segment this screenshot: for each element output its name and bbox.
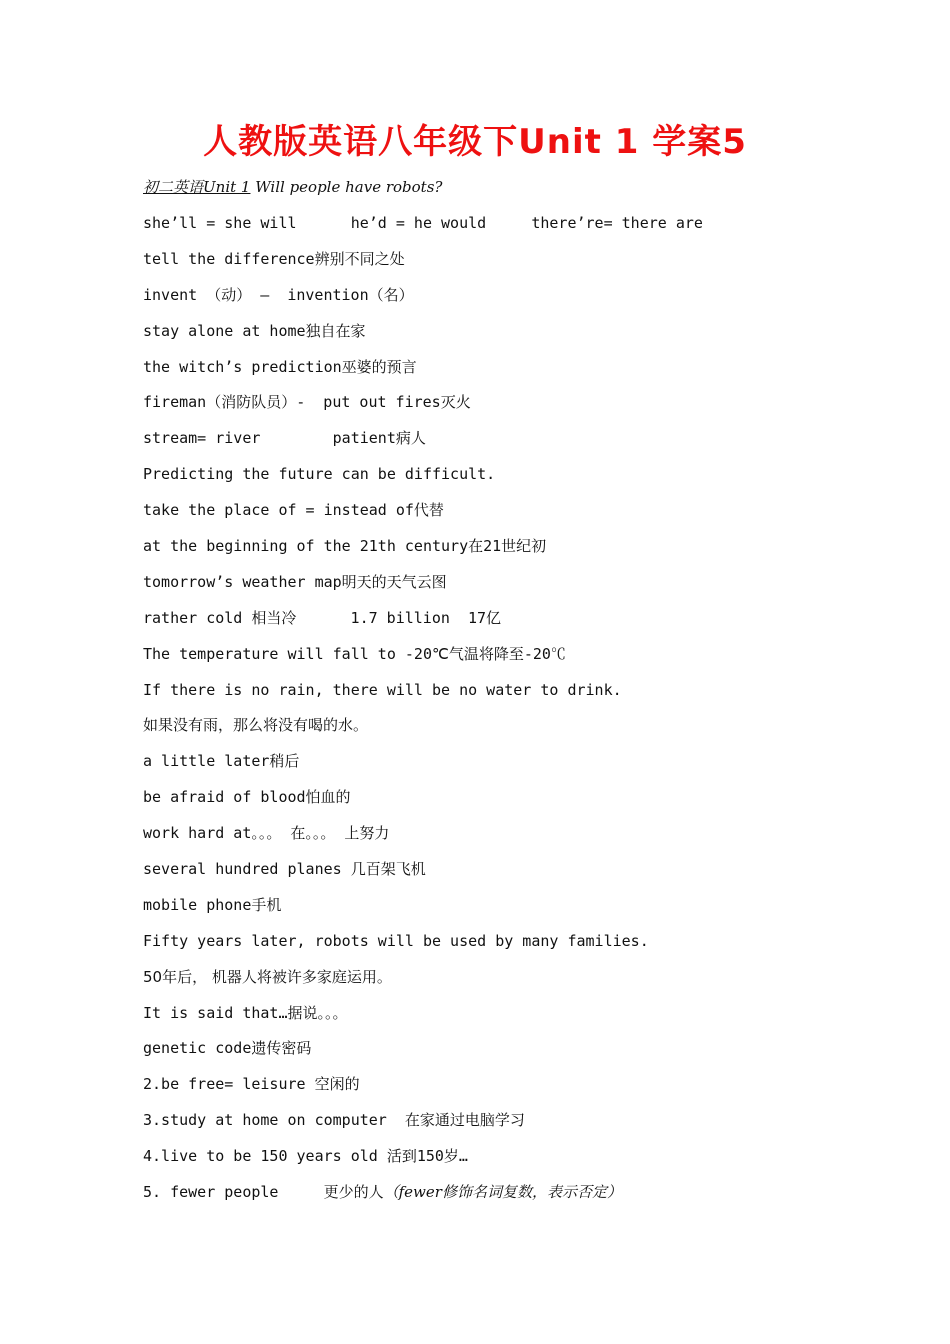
list-item: tell the difference辨别不同之处	[143, 249, 405, 268]
list-item: 如果没有雨，那么将没有喝的水。	[143, 716, 369, 735]
subtitle-prefix: 初二英语	[143, 178, 204, 196]
list-item-last	[143, 1177, 843, 1213]
list-item: stay alone at home独自在家	[143, 321, 366, 340]
list-item: stream= river patient病人	[143, 429, 426, 448]
unit-subtitle	[143, 174, 442, 200]
list-item: she’ll = she will he’d = he would there’re= there are	[143, 214, 703, 232]
list-item: The temperature will fall to -20℃气温将降至-20℃	[143, 644, 566, 663]
list-item: It is said that…据说。。。	[143, 1003, 348, 1022]
list-item: several hundred planes 几百架飞机	[143, 860, 426, 879]
list-item: If there is no rain, there will be no water to drink.	[143, 680, 622, 699]
list-item: be afraid of blood怕血的	[143, 788, 351, 807]
list-item: 50年后， 机器人将被许多家庭运用。	[143, 967, 392, 986]
page-title: 人教版英语八年级下Unit 1 学案5	[203, 122, 747, 162]
list-item: 4.live to be 150 years old 活到150岁…	[143, 1147, 468, 1166]
subtitle-question: Will people have robots?	[255, 178, 443, 196]
list-item: genetic code遗传密码	[143, 1039, 312, 1058]
list-item: mobile phone手机	[143, 895, 282, 914]
last-line-note: （fewer修饰名词复数，表示否定）	[383, 1183, 622, 1202]
list-item: rather cold 相当冷 1.7 billion 17亿	[143, 608, 502, 627]
list-item: invent （动） – invention（名）	[143, 285, 414, 304]
last-line-main: 5. fewer people 更少的人	[143, 1183, 384, 1202]
list-item: take the place of = instead of代替	[143, 501, 444, 520]
list-item: tomorrow’s weather map明天的天气云图	[143, 572, 447, 591]
vocabulary-list	[143, 208, 843, 1213]
list-item: 3.study at home on computer 在家通过电脑学习	[143, 1111, 525, 1130]
list-item: the witch’s prediction巫婆的预言	[143, 357, 417, 376]
list-item: at the beginning of the 21th century在21世纪初	[143, 537, 547, 556]
list-item: fireman（消防队员）- put out fires灭火	[143, 393, 471, 412]
list-item: Predicting the future can be difficult.	[143, 465, 496, 484]
subtitle-unit: Unit 1	[203, 178, 251, 196]
list-item: a little later稍后	[143, 752, 300, 771]
list-item: work hard at。。。 在。。。 上努力	[143, 824, 390, 843]
list-item: Fifty years later, robots will be used by many families.	[143, 931, 649, 950]
list-item: 2.be free= leisure 空闲的	[143, 1075, 360, 1094]
